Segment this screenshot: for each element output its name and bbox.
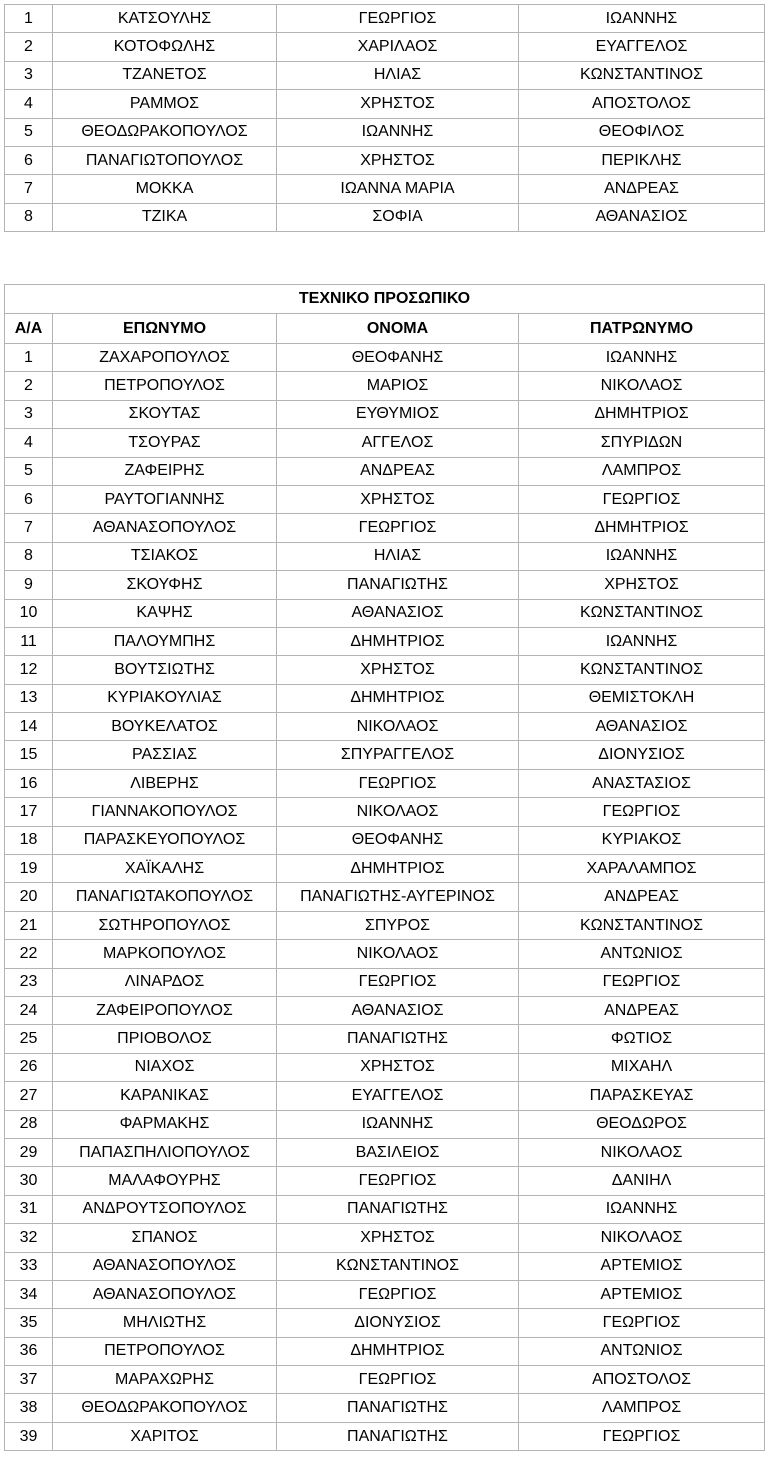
cell-surname: ΖΑΦΕΙΡΗΣ xyxy=(53,457,277,485)
cell-name: ΣΠΥΡΟΣ xyxy=(277,911,519,939)
table-row xyxy=(5,1224,765,1252)
cell-aa: 2 xyxy=(5,33,53,61)
cell-patronymic: ΑΝΤΩΝΙΟΣ xyxy=(519,940,765,968)
cell-aa: 33 xyxy=(5,1252,53,1280)
cell-aa: 4 xyxy=(5,429,53,457)
cell-surname: ΝΙΑΧΟΣ xyxy=(53,1053,277,1081)
top-staff-table-body xyxy=(5,5,765,232)
cell-aa: 6 xyxy=(5,485,53,513)
cell-aa: 10 xyxy=(5,599,53,627)
table-row xyxy=(5,175,765,203)
cell-surname: ΡΑΥΤΟΓΙΑΝΝΗΣ xyxy=(53,485,277,513)
cell-name: ΔΙΟΝΥΣΙΟΣ xyxy=(277,1309,519,1337)
cell-aa: 8 xyxy=(5,542,53,570)
table-row xyxy=(5,1082,765,1110)
table-row xyxy=(5,911,765,939)
cell-surname: ΓΙΑΝΝΑΚΟΠΟΥΛΟΣ xyxy=(53,798,277,826)
cell-name: ΙΩΑΝΝΗΣ xyxy=(277,118,519,146)
cell-aa: 35 xyxy=(5,1309,53,1337)
cell-name: ΓΕΩΡΓΙΟΣ xyxy=(277,514,519,542)
cell-patronymic: ΜΙΧΑΗΛ xyxy=(519,1053,765,1081)
cell-name: ΣΟΦΙΑ xyxy=(277,203,519,231)
table-row xyxy=(5,372,765,400)
table-header-row xyxy=(5,314,765,344)
cell-surname: ΜΗΛΙΩΤΗΣ xyxy=(53,1309,277,1337)
table-row xyxy=(5,1138,765,1166)
cell-aa: 15 xyxy=(5,741,53,769)
cell-aa: 6 xyxy=(5,146,53,174)
cell-aa: 13 xyxy=(5,684,53,712)
cell-surname: ΛΙΝΑΡΔΟΣ xyxy=(53,968,277,996)
cell-aa: 16 xyxy=(5,769,53,797)
cell-name: ΧΡΗΣΤΟΣ xyxy=(277,90,519,118)
cell-name: ΙΩΑΝΝΗΣ xyxy=(277,1110,519,1138)
table-row xyxy=(5,713,765,741)
cell-aa: 25 xyxy=(5,1025,53,1053)
cell-surname: ΣΚΟΥΦΗΣ xyxy=(53,571,277,599)
cell-name: ΓΕΩΡΓΙΟΣ xyxy=(277,1280,519,1308)
technical-staff-table-body xyxy=(5,344,765,1451)
cell-aa: 8 xyxy=(5,203,53,231)
cell-aa: 38 xyxy=(5,1394,53,1422)
technical-staff-table xyxy=(4,284,765,1451)
cell-name: ΑΝΔΡΕΑΣ xyxy=(277,457,519,485)
table-row xyxy=(5,1366,765,1394)
table-row xyxy=(5,1110,765,1138)
cell-surname: ΚΟΤΟΦΩΛΗΣ xyxy=(53,33,277,61)
cell-surname: ΒΟΥΤΣΙΩΤΗΣ xyxy=(53,656,277,684)
cell-name: ΧΡΗΣΤΟΣ xyxy=(277,146,519,174)
table-row xyxy=(5,599,765,627)
cell-surname: ΖΑΧΑΡΟΠΟΥΛΟΣ xyxy=(53,344,277,372)
column-header-name: ΟΝΟΜΑ xyxy=(277,314,519,344)
cell-surname: ΤΣΟΥΡΑΣ xyxy=(53,429,277,457)
cell-patronymic: ΠΑΡΑΣΚΕΥΑΣ xyxy=(519,1082,765,1110)
cell-aa: 21 xyxy=(5,911,53,939)
table-row xyxy=(5,1394,765,1422)
cell-name: ΓΕΩΡΓΙΟΣ xyxy=(277,1167,519,1195)
table-row xyxy=(5,855,765,883)
cell-patronymic: ΑΠΟΣΤΟΛΟΣ xyxy=(519,1366,765,1394)
cell-surname: ΜΑΡΑΧΩΡΗΣ xyxy=(53,1366,277,1394)
table-row xyxy=(5,514,765,542)
cell-name: ΓΕΩΡΓΙΟΣ xyxy=(277,968,519,996)
top-staff-table xyxy=(4,4,765,232)
cell-aa: 17 xyxy=(5,798,53,826)
cell-aa: 3 xyxy=(5,61,53,89)
cell-surname: ΤΣΙΑΚΟΣ xyxy=(53,542,277,570)
cell-surname: ΠΡΙΟΒΟΛΟΣ xyxy=(53,1025,277,1053)
table-row xyxy=(5,826,765,854)
cell-surname: ΣΚΟΥΤΑΣ xyxy=(53,400,277,428)
table-row xyxy=(5,1337,765,1365)
cell-aa: 9 xyxy=(5,571,53,599)
cell-name: ΑΓΓΕΛΟΣ xyxy=(277,429,519,457)
table-row xyxy=(5,571,765,599)
cell-name: ΝΙΚΟΛΑΟΣ xyxy=(277,798,519,826)
cell-patronymic: ΘΕΜΙΣΤΟΚΛΗ xyxy=(519,684,765,712)
cell-surname: ΑΝΔΡΟΥΤΣΟΠΟΥΛΟΣ xyxy=(53,1195,277,1223)
table-row xyxy=(5,627,765,655)
cell-patronymic: ΓΕΩΡΓΙΟΣ xyxy=(519,1309,765,1337)
cell-surname: ΧΑΡΙΤΟΣ xyxy=(53,1422,277,1450)
cell-aa: 2 xyxy=(5,372,53,400)
cell-surname: ΑΘΑΝΑΣΟΠΟΥΛΟΣ xyxy=(53,1252,277,1280)
table-row xyxy=(5,118,765,146)
cell-surname: ΑΘΑΝΑΣΟΠΟΥΛΟΣ xyxy=(53,1280,277,1308)
table-row xyxy=(5,203,765,231)
cell-aa: 5 xyxy=(5,457,53,485)
column-header-patronymic: ΠΑΤΡΩΝΥΜΟ xyxy=(519,314,765,344)
cell-surname: ΠΑΡΑΣΚΕΥΟΠΟΥΛΟΣ xyxy=(53,826,277,854)
table-row xyxy=(5,1309,765,1337)
cell-patronymic: ΑΘΑΝΑΣΙΟΣ xyxy=(519,203,765,231)
cell-name: ΝΙΚΟΛΑΟΣ xyxy=(277,940,519,968)
table-row xyxy=(5,1252,765,1280)
cell-patronymic: ΑΡΤΕΜΙΟΣ xyxy=(519,1252,765,1280)
cell-surname: ΜΑΛΑΦΟΥΡΗΣ xyxy=(53,1167,277,1195)
cell-name: ΒΑΣΙΛΕΙΟΣ xyxy=(277,1138,519,1166)
cell-name: ΗΛΙΑΣ xyxy=(277,542,519,570)
cell-surname: ΛΙΒΕΡΗΣ xyxy=(53,769,277,797)
cell-aa: 39 xyxy=(5,1422,53,1450)
cell-name: ΠΑΝΑΓΙΩΤΗΣ xyxy=(277,1025,519,1053)
cell-patronymic: ΔΗΜΗΤΡΙΟΣ xyxy=(519,400,765,428)
table-row xyxy=(5,429,765,457)
cell-patronymic: ΣΠΥΡΙΔΩΝ xyxy=(519,429,765,457)
cell-patronymic: ΝΙΚΟΛΑΟΣ xyxy=(519,1138,765,1166)
cell-patronymic: ΑΝΔΡΕΑΣ xyxy=(519,996,765,1024)
cell-patronymic: ΘΕΟΦΙΛΟΣ xyxy=(519,118,765,146)
cell-patronymic: ΝΙΚΟΛΑΟΣ xyxy=(519,372,765,400)
table-row xyxy=(5,90,765,118)
cell-name: ΘΕΟΦΑΝΗΣ xyxy=(277,826,519,854)
cell-patronymic: ΛΑΜΠΡΟΣ xyxy=(519,457,765,485)
cell-patronymic: ΧΑΡΑΛΑΜΠΟΣ xyxy=(519,855,765,883)
cell-surname: ΣΠΑΝΟΣ xyxy=(53,1224,277,1252)
cell-patronymic: ΚΩΝΣΤΑΝΤΙΝΟΣ xyxy=(519,61,765,89)
table-row xyxy=(5,968,765,996)
cell-name: ΓΕΩΡΓΙΟΣ xyxy=(277,769,519,797)
cell-aa: 18 xyxy=(5,826,53,854)
table-row xyxy=(5,741,765,769)
table-row xyxy=(5,684,765,712)
table-row xyxy=(5,1422,765,1450)
table-row xyxy=(5,542,765,570)
cell-surname: ΒΟΥΚΕΛΑΤΟΣ xyxy=(53,713,277,741)
cell-patronymic: ΑΠΟΣΤΟΛΟΣ xyxy=(519,90,765,118)
cell-aa: 27 xyxy=(5,1082,53,1110)
cell-surname: ΜΟΚΚΑ xyxy=(53,175,277,203)
cell-aa: 26 xyxy=(5,1053,53,1081)
table-row xyxy=(5,996,765,1024)
cell-patronymic: ΘΕΟΔΩΡΟΣ xyxy=(519,1110,765,1138)
table-row xyxy=(5,61,765,89)
cell-name: ΘΕΟΦΑΝΗΣ xyxy=(277,344,519,372)
cell-name: ΚΩΝΣΤΑΝΤΙΝΟΣ xyxy=(277,1252,519,1280)
table-row xyxy=(5,1167,765,1195)
cell-aa: 7 xyxy=(5,514,53,542)
cell-surname: ΑΘΑΝΑΣΟΠΟΥΛΟΣ xyxy=(53,514,277,542)
cell-aa: 11 xyxy=(5,627,53,655)
cell-aa: 20 xyxy=(5,883,53,911)
cell-surname: ΡΑΜΜΟΣ xyxy=(53,90,277,118)
cell-aa: 3 xyxy=(5,400,53,428)
cell-surname: ΜΑΡΚΟΠΟΥΛΟΣ xyxy=(53,940,277,968)
cell-patronymic: ΓΕΩΡΓΙΟΣ xyxy=(519,968,765,996)
cell-surname: ΘΕΟΔΩΡΑΚΟΠΟΥΛΟΣ xyxy=(53,1394,277,1422)
cell-name: ΑΘΑΝΑΣΙΟΣ xyxy=(277,599,519,627)
cell-name: ΙΩΑΝΝΑ ΜΑΡΙΑ xyxy=(277,175,519,203)
cell-name: ΠΑΝΑΓΙΩΤΗΣ xyxy=(277,1394,519,1422)
table-row xyxy=(5,798,765,826)
column-header-aa: Α/Α xyxy=(5,314,53,344)
cell-aa: 12 xyxy=(5,656,53,684)
cell-patronymic: ΑΘΑΝΑΣΙΟΣ xyxy=(519,713,765,741)
cell-surname: ΠΕΤΡΟΠΟΥΛΟΣ xyxy=(53,372,277,400)
cell-aa: 30 xyxy=(5,1167,53,1195)
table-row xyxy=(5,883,765,911)
cell-name: ΧΡΗΣΤΟΣ xyxy=(277,1053,519,1081)
cell-aa: 32 xyxy=(5,1224,53,1252)
cell-patronymic: ΛΑΜΠΡΟΣ xyxy=(519,1394,765,1422)
cell-patronymic: ΑΝΔΡΕΑΣ xyxy=(519,883,765,911)
cell-surname: ΣΩΤΗΡΟΠΟΥΛΟΣ xyxy=(53,911,277,939)
cell-surname: ΡΑΣΣΙΑΣ xyxy=(53,741,277,769)
table-row xyxy=(5,344,765,372)
cell-name: ΧΡΗΣΤΟΣ xyxy=(277,485,519,513)
table-row xyxy=(5,1025,765,1053)
table-row xyxy=(5,1053,765,1081)
cell-name: ΜΑΡΙΟΣ xyxy=(277,372,519,400)
table-row xyxy=(5,5,765,33)
cell-aa: 29 xyxy=(5,1138,53,1166)
cell-patronymic: ΕΥΑΓΓΕΛΟΣ xyxy=(519,33,765,61)
cell-aa: 24 xyxy=(5,996,53,1024)
cell-aa: 19 xyxy=(5,855,53,883)
cell-surname: ΘΕΟΔΩΡΑΚΟΠΟΥΛΟΣ xyxy=(53,118,277,146)
cell-name: ΑΘΑΝΑΣΙΟΣ xyxy=(277,996,519,1024)
cell-name: ΕΥΘΥΜΙΟΣ xyxy=(277,400,519,428)
table-row xyxy=(5,1280,765,1308)
cell-name: ΝΙΚΟΛΑΟΣ xyxy=(277,713,519,741)
cell-patronymic: ΑΝΑΣΤΑΣΙΟΣ xyxy=(519,769,765,797)
cell-aa: 5 xyxy=(5,118,53,146)
cell-aa: 22 xyxy=(5,940,53,968)
cell-aa: 28 xyxy=(5,1110,53,1138)
cell-surname: ΚΑΡΑΝΙΚΑΣ xyxy=(53,1082,277,1110)
table-row xyxy=(5,940,765,968)
cell-patronymic: ΚΩΝΣΤΑΝΤΙΝΟΣ xyxy=(519,656,765,684)
cell-name: ΠΑΝΑΓΙΩΤΗΣ xyxy=(277,1422,519,1450)
table-row xyxy=(5,457,765,485)
cell-surname: ΠΑΝΑΓΙΩΤΟΠΟΥΛΟΣ xyxy=(53,146,277,174)
cell-name: ΠΑΝΑΓΙΩΤΗΣ xyxy=(277,571,519,599)
cell-surname: ΠΑΛΟΥΜΠΗΣ xyxy=(53,627,277,655)
table-row xyxy=(5,656,765,684)
cell-patronymic: ΚΥΡΙΑΚΟΣ xyxy=(519,826,765,854)
cell-aa: 37 xyxy=(5,1366,53,1394)
cell-patronymic: ΙΩΑΝΝΗΣ xyxy=(519,542,765,570)
cell-name: ΔΗΜΗΤΡΙΟΣ xyxy=(277,855,519,883)
cell-surname: ΠΕΤΡΟΠΟΥΛΟΣ xyxy=(53,1337,277,1365)
cell-aa: 23 xyxy=(5,968,53,996)
table-row xyxy=(5,146,765,174)
cell-patronymic: ΑΝΤΩΝΙΟΣ xyxy=(519,1337,765,1365)
cell-surname: ΚΑΨΗΣ xyxy=(53,599,277,627)
table-row xyxy=(5,769,765,797)
table-title: ΤΕΧΝΙΚΟ ΠΡΟΣΩΠΙΚΟ xyxy=(5,285,765,314)
table-title-row xyxy=(5,285,765,314)
cell-patronymic: ΔΙΟΝΥΣΙΟΣ xyxy=(519,741,765,769)
cell-patronymic: ΙΩΑΝΝΗΣ xyxy=(519,5,765,33)
cell-name: ΣΠΥΡΑΓΓΕΛΟΣ xyxy=(277,741,519,769)
cell-patronymic: ΔΗΜΗΤΡΙΟΣ xyxy=(519,514,765,542)
cell-name: ΗΛΙΑΣ xyxy=(277,61,519,89)
cell-name: ΠΑΝΑΓΙΩΤΗΣ xyxy=(277,1195,519,1223)
cell-name: ΧΑΡΙΛΑΟΣ xyxy=(277,33,519,61)
cell-name: ΓΕΩΡΓΙΟΣ xyxy=(277,5,519,33)
cell-name: ΕΥΑΓΓΕΛΟΣ xyxy=(277,1082,519,1110)
cell-patronymic: ΧΡΗΣΤΟΣ xyxy=(519,571,765,599)
cell-name: ΠΑΝΑΓΙΩΤΗΣ-ΑΥΓΕΡΙΝΟΣ xyxy=(277,883,519,911)
cell-patronymic: ΚΩΝΣΤΑΝΤΙΝΟΣ xyxy=(519,599,765,627)
cell-patronymic: ΙΩΑΝΝΗΣ xyxy=(519,627,765,655)
cell-surname: ΠΑΠΑΣΠΗΛΙΟΠΟΥΛΟΣ xyxy=(53,1138,277,1166)
column-header-surname: ΕΠΩΝΥΜΟ xyxy=(53,314,277,344)
cell-aa: 34 xyxy=(5,1280,53,1308)
cell-patronymic: ΓΕΩΡΓΙΟΣ xyxy=(519,798,765,826)
cell-surname: ΚΑΤΣΟΥΛΗΣ xyxy=(53,5,277,33)
cell-aa: 36 xyxy=(5,1337,53,1365)
table-row xyxy=(5,400,765,428)
cell-patronymic: ΓΕΩΡΓΙΟΣ xyxy=(519,1422,765,1450)
cell-name: ΧΡΗΣΤΟΣ xyxy=(277,1224,519,1252)
cell-surname: ΠΑΝΑΓΙΩΤΑΚΟΠΟΥΛΟΣ xyxy=(53,883,277,911)
cell-surname: ΖΑΦΕΙΡΟΠΟΥΛΟΣ xyxy=(53,996,277,1024)
cell-surname: ΤΖΑΝΕΤΟΣ xyxy=(53,61,277,89)
cell-patronymic: ΦΩΤΙΟΣ xyxy=(519,1025,765,1053)
cell-patronymic: ΑΝΔΡΕΑΣ xyxy=(519,175,765,203)
technical-staff-table-head xyxy=(5,285,765,344)
cell-patronymic: ΙΩΑΝΝΗΣ xyxy=(519,1195,765,1223)
cell-surname: ΚΥΡΙΑΚΟΥΛΙΑΣ xyxy=(53,684,277,712)
cell-aa: 1 xyxy=(5,5,53,33)
cell-patronymic: ΚΩΝΣΤΑΝΤΙΝΟΣ xyxy=(519,911,765,939)
cell-name: ΓΕΩΡΓΙΟΣ xyxy=(277,1366,519,1394)
cell-aa: 7 xyxy=(5,175,53,203)
cell-patronymic: ΠΕΡΙΚΛΗΣ xyxy=(519,146,765,174)
cell-surname: ΧΑΪΚΑΛΗΣ xyxy=(53,855,277,883)
table-row xyxy=(5,485,765,513)
cell-surname: ΤΖΙΚΑ xyxy=(53,203,277,231)
cell-name: ΔΗΜΗΤΡΙΟΣ xyxy=(277,1337,519,1365)
cell-patronymic: ΔΑΝΙΗΛ xyxy=(519,1167,765,1195)
cell-name: ΔΗΜΗΤΡΙΟΣ xyxy=(277,684,519,712)
cell-name: ΔΗΜΗΤΡΙΟΣ xyxy=(277,627,519,655)
cell-aa: 14 xyxy=(5,713,53,741)
cell-aa: 4 xyxy=(5,90,53,118)
cell-patronymic: ΑΡΤΕΜΙΟΣ xyxy=(519,1280,765,1308)
cell-name: ΧΡΗΣΤΟΣ xyxy=(277,656,519,684)
cell-surname: ΦΑΡΜΑΚΗΣ xyxy=(53,1110,277,1138)
table-row xyxy=(5,1195,765,1223)
cell-patronymic: ΝΙΚΟΛΑΟΣ xyxy=(519,1224,765,1252)
table-row xyxy=(5,33,765,61)
cell-aa: 31 xyxy=(5,1195,53,1223)
cell-patronymic: ΓΕΩΡΓΙΟΣ xyxy=(519,485,765,513)
cell-aa: 1 xyxy=(5,344,53,372)
cell-patronymic: ΙΩΑΝΝΗΣ xyxy=(519,344,765,372)
